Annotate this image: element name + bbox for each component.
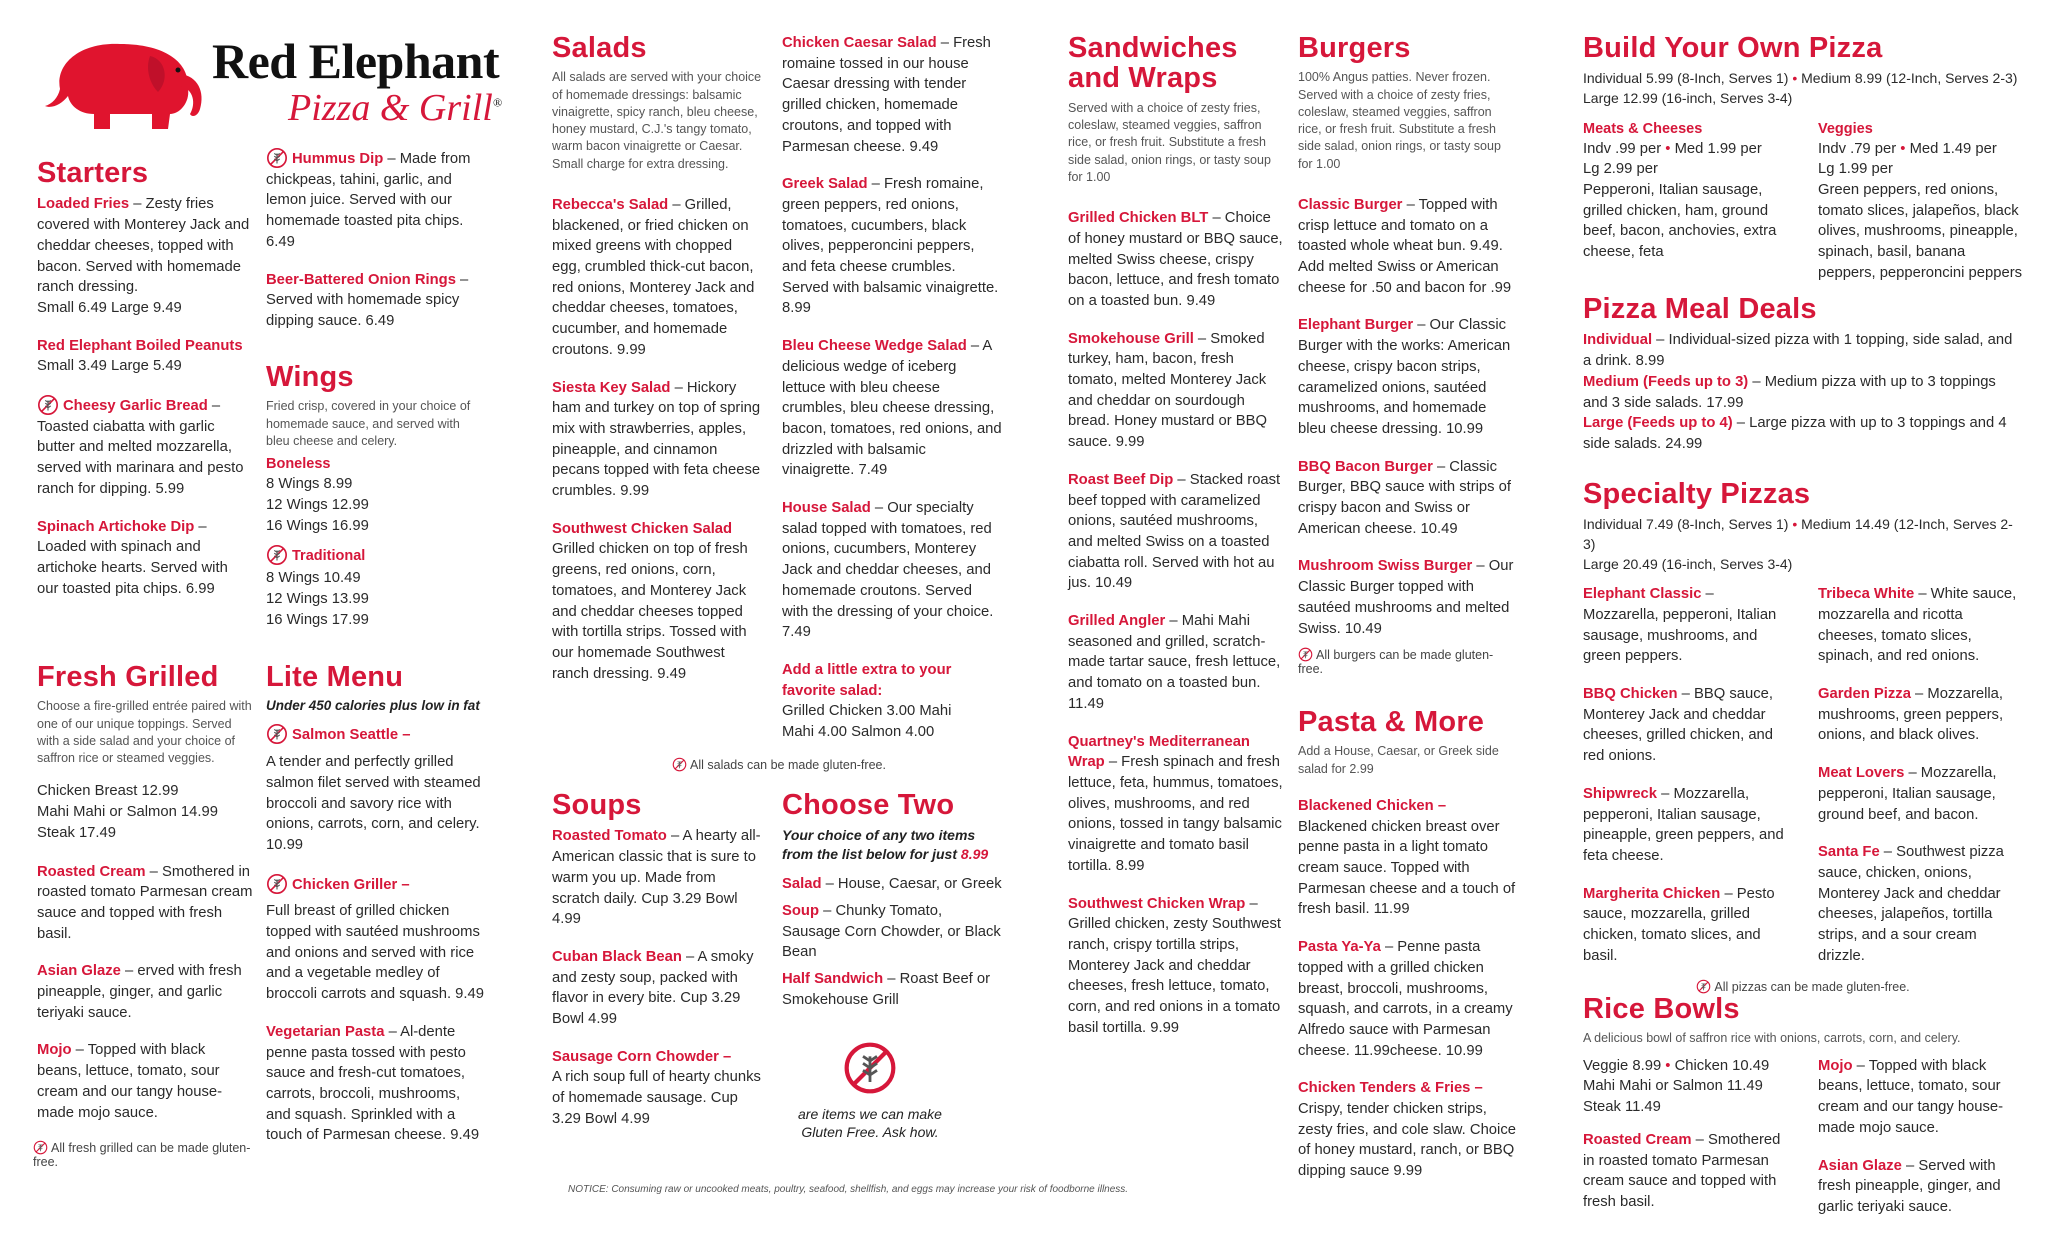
gluten-free-icon	[1298, 647, 1313, 662]
lite-menu-section	[266, 662, 486, 1163]
menu-item: Southwest Chicken Salad Grilled chicken on top of fresh greens, red onions, corn, tomatoes, and Monterey Jack and cheddar cheeses topped with tortilla strips. Tossed with our homemade Southwest ranch dressing. 9.49	[552, 520, 748, 682]
menu-item: Santa Fe – Southwest pizza sauce, chicken, onions, Monterey Jack and cheddar cheeses, jalapeños, tortilla strips, and a sour cream drizzle.	[1818, 844, 2004, 964]
menu-item: Southwest Chicken Wrap – Grilled chicken, zesty Southwest ranch, crispy tortilla strips, Monterey Jack and cheddar cheeses, fresh lettuce, tomato, corn, and red onions in a tomato basil tortilla. 9.99	[1068, 895, 1282, 1036]
menu-item: Chicken Caesar Salad – Fresh romaine tossed in our house Caesar dressing with tender grilled chicken, homemade croutons, and topped with Parmesan cheese. 9.49	[782, 35, 991, 155]
specialty-pizza-section	[1583, 479, 2023, 994]
gluten-free-icon	[266, 723, 288, 745]
wings-boneless-label: Boneless	[266, 456, 331, 473]
rice-bowls-section	[1583, 994, 2023, 1235]
fresh-grilled-title: Fresh Grilled	[37, 661, 219, 693]
specialty-pizza-title: Specialty Pizzas	[1583, 478, 1811, 510]
wings-title: Wings	[266, 361, 354, 393]
pasta-section	[1298, 707, 1516, 1199]
lite-menu-subtitle: Under 450 calories plus low in fat	[266, 698, 480, 714]
menu-item: BBQ Bacon Burger – Classic Burger, BBQ sauce with strips of crispy bacon and Swiss or American cheese. 10.49	[1298, 458, 1512, 537]
pasta-title: Pasta & More	[1298, 706, 1485, 738]
menu-item: Spinach Artichoke Dip – Loaded with spinach and artichoke hearts. Served with our toasted pita chips. 6.99	[37, 518, 228, 597]
gluten-free-icon	[672, 757, 687, 772]
salads-section-2	[690, 33, 1002, 772]
menu-item: Roasted Cream – Smothered in roasted tomato Parmesan cream sauce and topped with fresh basil.	[37, 863, 253, 942]
gluten-free-badge-text: are items we can make Gluten Free. Ask how.	[798, 1106, 942, 1141]
menu-item: Salmon Seattle – A tender and perfectly grilled salmon filet served with steamed broccoli and savory rice with onions, carrots, corn, and celery. 10.99	[266, 723, 486, 855]
food-safety-notice: NOTICE: Consuming raw or uncooked meats, poultry, seafood, shellfish, and eggs may increase your risk of foodborne illness.	[568, 1184, 1129, 1195]
gluten-free-note: All burgers can be made gluten-free.	[1298, 648, 1494, 677]
section-note: A delicious bowl of saffron rice with onions, carrots, corn, and celery.	[1583, 1031, 1961, 1046]
menu-item: Tribeca White – White sauce, mozzarella and ricotta cheeses, tomato slices, spinach, and red onions.	[1818, 586, 2017, 665]
menu-item: Mojo – Topped with black beans, lettuce, tomato, sour cream and our tangy house-made mojo sauce.	[37, 1042, 223, 1121]
soups-title: Soups	[552, 789, 642, 821]
menu-item: Meat Lovers – Mozzarella, pepperoni, Italian sausage, ground beef, and bacon.	[1818, 765, 1997, 823]
gluten-free-icon	[266, 147, 288, 169]
menu-item: Hummus Dip – Made from chickpeas, tahini, garlic, and lemon juice. Served with our homemade toasted pita chips. 6.49	[266, 147, 482, 253]
menu-item: Large (Feeds up to 4) – Large pizza with up to 3 toppings and 4 side salads. 24.99	[1583, 415, 2007, 452]
gluten-free-icon	[266, 873, 288, 895]
starters-title: Starters	[37, 157, 149, 189]
salads-title: Salads	[552, 32, 647, 64]
menu-item: Classic Burger – Topped with crisp lettuce and tomato on a toasted whole wheat bun. 9.49. Add melted Swiss or American cheese for .50 and bacon for .99	[1298, 196, 1512, 296]
menu-item: Mojo – Topped with black beans, lettuce, tomato, sour cream and our tangy house-made mojo sauce.	[1818, 1057, 2004, 1136]
menu-item: Individual – Individual-sized pizza with 1 topping, side salad, and a drink. 8.99	[1583, 332, 2013, 370]
menu-item: BBQ Chicken – BBQ sauce, Monterey Jack and cheddar cheeses, grilled chicken, and red onions.	[1583, 686, 1774, 765]
menu-item: Smokehouse Grill – Smoked turkey, ham, bacon, fresh tomato, melted Monterey Jack and cheddar on sourdough bread. Honey mustard or BBQ sauce. 9.99	[1068, 330, 1268, 451]
elephant-logo-icon	[40, 34, 210, 134]
veggies-list: Veggies Indv .79 per • Med 1.49 per Lg 1.99 per Green peppers, red onions, tomato slices, jalapeños, black olives, mushrooms, pineapple, spinach, basil, banana peppers, pepperoncini peppers	[1818, 120, 2023, 281]
gluten-free-icon	[37, 394, 59, 416]
wings-section	[266, 362, 482, 647]
menu-item: House Salad – Our specialty salad topped with tomatoes, red onions, cucumbers, Monterey Jack and cheddar cheeses, and homemade croutons. Served with the dressing of your choice. 7.49	[782, 500, 994, 641]
choose-two-intro: Your choice of any two items from the list below for just 8.99	[782, 827, 989, 863]
menu-item: Shipwreck – Mozzarella, pepperoni, Italian sausage, pineapple, green peppers, and feta cheese.	[1583, 785, 1784, 864]
menu-item: Quartney's Mediterranean Wrap – Fresh spinach and fresh lettuce, feta, hummus, tomatoes, olives, mushrooms, and red onions, tossed in tangy balsamic vinaigrette and tomato basil tortilla. 8.99	[1068, 733, 1283, 874]
menu-item: Roasted Tomato – A hearty all-American classic that is sure to warm you up. Made from scratch daily. Cup 3.29 Bowl 4.99	[552, 828, 761, 928]
menu-item: Bleu Cheese Wedge Salad – A delicious wedge of iceberg lettuce with bleu cheese crumbles, bleu cheese dressing, bacon, tomatoes, red onions, and drizzled with balsamic vinaigrette. 7.49	[782, 338, 1002, 479]
gluten-free-icon	[266, 544, 288, 566]
menu-item: Rebecca's Salad – Grilled, blackened, or fried chicken on mixed greens with chopped egg, crumbled thick-cut bacon, red onions, Monterey Jack and cheddar cheeses, tomatoes, cucumber, and homemade croutons. 9.99	[552, 196, 755, 358]
menu-item: Sausage Corn Chowder – A rich soup full of hearty chunks of homemade sausage. Cup 3.29 Bowl 4.99	[552, 1048, 761, 1127]
starters-section-2	[266, 147, 482, 349]
price-list: Veggie 8.99 • Chicken 10.49 Mahi Mahi or Salmon 11.49 Steak 11.49	[1583, 1057, 1770, 1116]
lite-menu-title: Lite Menu	[266, 661, 404, 693]
price-list: Chicken Breast 12.99 Mahi Mahi or Salmon 14.99 Steak 17.49	[37, 783, 218, 841]
section-note: Add a House, Caesar, or Greek side salad for 2.99	[1298, 744, 1499, 776]
menu-item: Asian Glaze – Served with fresh pineapple, ginger, and garlic teriyaki sauce.	[1818, 1157, 2001, 1215]
gluten-free-note: All salads can be made gluten-free.	[672, 757, 1002, 772]
fresh-grilled-section	[33, 661, 253, 1170]
brand-tagline: Pizza & Grill®	[288, 87, 502, 129]
menu-item: Loaded Fries – Zesty fries covered with Monterey Jack and cheddar cheeses, topped with bacon. Served with homemade ranch dressing. Small 6.49 Large 9.49	[37, 196, 250, 316]
section-note: All salads are served with your choice of homemade dressings: balsamic vinaigrette, spicy ranch, bleu cheese, honey mustard, C.J.'s tangy tomato, warm bacon vinaigrette or Caesar. Small charge for extra dressing.	[552, 70, 762, 171]
menu-item: Pasta Ya-Ya – Penne pasta topped with a grilled chicken breast, broccoli, mushrooms, squash, and carrots, in a creamy Alfredo sauce with Parmesan cheese. 11.99cheese. 10.99	[1298, 939, 1513, 1059]
sandwiches-section	[1068, 33, 1284, 1055]
gluten-free-icon	[33, 1140, 48, 1155]
build-pizza-section	[1583, 33, 2023, 284]
salads-section	[552, 33, 764, 701]
section-note: Served with a choice of zesty fries, coleslaw, steamed veggies, saffron rice, or fresh fruit. Substitute a fresh side salad, onion rings, or tasty soup for 1.00	[1068, 100, 1271, 184]
menu-item: Salad – House, Caesar, or Greek	[782, 876, 1002, 893]
menu-item: Blackened Chicken – Blackened chicken breast over penne pasta in a light tomato cream sauce. Topped with Parmesan cheese and a touch of fresh basil. 11.99	[1298, 797, 1516, 918]
menu-item: Greek Salad – Fresh romaine, green peppers, red onions, tomatoes, cucumbers, black olives, pepperoncini peppers, and feta cheese crumbles. Served with balsamic vinaigrette. 8.99	[782, 176, 999, 317]
price-list: 8 Wings 10.49 12 Wings 13.99 16 Wings 17.99	[266, 570, 369, 628]
section-note: Choose a fire-grilled entrée paired with one of our unique toppings. Served with a side salad and your choice of saffron rice or steamed veggies.	[37, 699, 252, 766]
meal-deals-title: Pizza Meal Deals	[1583, 293, 1817, 325]
brand-name: Red Elephant	[212, 33, 500, 89]
burgers-title: Burgers	[1298, 32, 1411, 64]
menu-item: Grilled Angler – Mahi Mahi seasoned and grilled, scratch-made tartar sauce, fresh lettuce, and tomato on a toasted bun. 11.49	[1068, 613, 1281, 712]
gluten-free-badge	[780, 1040, 960, 1141]
menu-item: Asian Glaze – erved with fresh pineapple, ginger, and garlic teriyaki sauce.	[37, 963, 242, 1021]
menu-item: Red Elephant Boiled Peanuts Small 3.49 Large 5.49	[37, 337, 243, 375]
menu-item: Medium (Feeds up to 3) – Medium pizza with up to 3 toppings and 3 side salads. 17.99	[1583, 373, 1996, 411]
burgers-section	[1298, 33, 1516, 676]
section-note: Fried crisp, covered in your choice of homemade sauce, and served with bleu cheese and celery.	[266, 399, 471, 448]
menu-item: Beer-Battered Onion Rings – Served with homemade spicy dipping sauce. 6.49	[266, 271, 469, 329]
gluten-free-icon	[842, 1040, 898, 1096]
starters-section	[37, 158, 253, 616]
menu-item: Roast Beef Dip – Stacked roast beef topped with caramelized onions, sautéed mushrooms, and melted Swiss on a toasted ciabatta roll. Served with hot au jus. 10.49	[1068, 471, 1281, 592]
menu-item: Elephant Classic – Mozzarella, pepperoni, Italian sausage, mushrooms, and green peppers.	[1583, 586, 1777, 665]
menu-item: Mushroom Swiss Burger – Our Classic Burger topped with sautéed mushrooms and melted Swiss. 10.49	[1298, 558, 1514, 637]
section-note: 100% Angus patties. Never frozen. Served with a choice of zesty fries, coleslaw, steamed veggies, saffron rice, or fresh fruit. Substitute a fresh side salad, onion rings, or tasty soup for 1.00	[1298, 70, 1501, 171]
gluten-free-note: All fresh grilled can be made gluten-free.	[33, 1141, 251, 1170]
soups-section	[552, 790, 764, 1147]
menu-item: Elephant Burger – Our Classic Burger with the works: American cheese, crispy bacon strips, caramelized onions, sautéed mushrooms, and homemade bleu cheese dressing. 10.99	[1298, 317, 1511, 437]
sandwiches-title: Sandwiches and Wraps	[1068, 32, 1238, 95]
menu-item: Vegetarian Pasta – Al-dente penne pasta tossed with pesto sauce and fresh-cut tomatoes, carrots, broccoli, mushrooms, and squash. Sprinkled with a touch of Parmesan cheese. 9.49	[266, 1023, 480, 1144]
menu-item: Cuban Black Bean – A smoky and zesty soup, packed with flavor in every bite. Cup 3.29 Bowl 4.99	[552, 948, 754, 1028]
meats-cheeses-list: Meats & Cheeses Indv .99 per • Med 1.99 per Lg 2.99 per Pepperoni, Italian sausage, grilled chicken, ham, ground beef, bacon, anchovies, extra cheese, feta	[1583, 120, 1777, 261]
salad-extras: Add a little extra to your favorite salad: Grilled Chicken 3.00 Mahi Mahi 4.00 Salmon 4.00	[782, 661, 952, 741]
price-list: 8 Wings 8.99 12 Wings 12.99 16 Wings 16.99	[266, 476, 369, 534]
menu-item: Cheesy Garlic Bread – Toasted ciabatta with garlic butter and melted mozzarella, served with marinara and pesto ranch for dipping. 5.99	[37, 394, 253, 500]
menu-item: Garden Pizza – Mozzarella, mushrooms, green peppers, onions, and black olives.	[1818, 686, 2004, 744]
wings-traditional-label: Traditional	[266, 544, 482, 566]
menu-item: Soup – Chunky Tomato, Sausage Corn Chowder, or Black Bean	[782, 902, 1001, 961]
build-pizza-title: Build Your Own Pizza	[1583, 32, 1883, 64]
pizza-sizes: Individual 7.49 (8-Inch, Serves 1) • Medium 14.49 (12-Inch, Serves 2-3) Large 20.49 (16-inch, Serves 3-4)	[1583, 516, 2013, 572]
menu-item: Chicken Griller – Full breast of grilled chicken topped with sautéed mushrooms and onions and served with rice and a vegetable medley of broccoli carrots and squash. 9.49	[266, 873, 486, 1005]
menu-item: Half Sandwich – Roast Beef or Smokehouse Grill	[782, 971, 991, 1008]
choose-two-title: Choose Two	[782, 789, 955, 821]
menu-item: Siesta Key Salad – Hickory ham and turkey on top of spring mix with strawberries, apples, pineapple, and cinnamon pecans topped with feta cheese crumbles. 9.99	[552, 379, 761, 500]
menu-item: Grilled Chicken BLT – Choice of honey mustard or BBQ sauce, melted Swiss cheese, crispy bacon, lettuce, and fresh tomato on a toasted bun. 9.49	[1068, 210, 1283, 309]
meal-deals-section	[1583, 294, 2023, 455]
menu-item: Margherita Chicken – Pesto sauce, mozzarella, grilled chicken, tomato slices, and basil.	[1583, 885, 1775, 964]
rice-bowls-title: Rice Bowls	[1583, 993, 1740, 1025]
choose-two-section	[782, 790, 1002, 1027]
brand-logo	[40, 32, 502, 142]
gluten-free-note: All pizzas can be made gluten-free.	[1583, 979, 2023, 994]
pizza-sizes: Individual 5.99 (8-Inch, Serves 1) • Medium 8.99 (12-Inch, Serves 2-3) Large 12.99 (16-inch, Serves 3-4)	[1583, 70, 2018, 107]
menu-item: Chicken Tenders & Fries – Crispy, tender chicken strips, zesty fries, and cole slaw. Choice of honey mustard, ranch, or BBQ dipping sauce 9.99	[1298, 1080, 1516, 1180]
menu-item: Roasted Cream – Smothered in roasted tomato Parmesan cream sauce and topped with fresh basil.	[1583, 1131, 1781, 1210]
